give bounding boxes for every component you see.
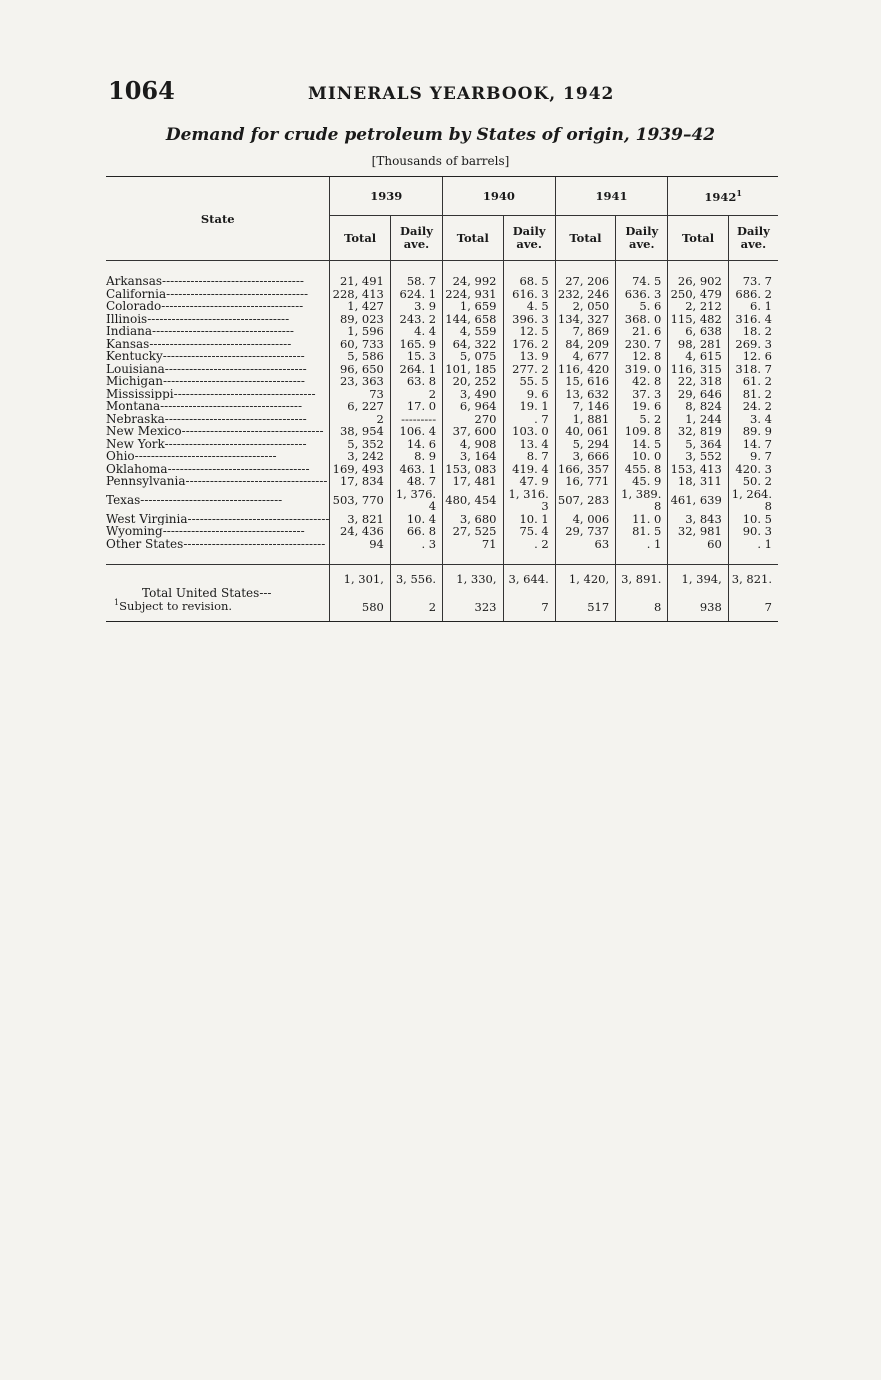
total-cell: 503, 770 (330, 488, 390, 513)
daily-average-cell: 10. 1 (503, 513, 555, 526)
daily-average-cell: 176. 2 (503, 338, 555, 351)
daily-average-cell: . 1 (616, 538, 668, 551)
total-cell: 5, 294 (555, 438, 615, 451)
leader-dots: ----------------------------------- (173, 387, 316, 400)
total-cell: 29, 646 (668, 388, 728, 401)
total-cell: 166, 357 (555, 463, 615, 476)
daily-average-cell: 616. 3 (503, 288, 555, 301)
state-name (106, 275, 330, 288)
year-header-1940: 1940 (443, 177, 556, 216)
daily-average-cell: 455. 8 (616, 463, 668, 476)
state-label: Montana (106, 400, 161, 413)
state-label: New Mexico (106, 425, 182, 438)
daily-average-cell: 3, 891. 8 (616, 565, 668, 622)
total-cell: 4, 908 (443, 438, 503, 451)
state-name (106, 400, 330, 413)
daily-average-cell: 21. 6 (616, 325, 668, 338)
total-cell: 3, 490 (443, 388, 503, 401)
petroleum-demand-table (106, 176, 778, 622)
total-cell: 1, 301, 580 (330, 565, 390, 622)
total-cell: 2, 212 (668, 300, 728, 313)
state-name (106, 350, 330, 363)
year-footnote-mark: 1 (736, 188, 742, 199)
daily-average-cell: 42. 8 (616, 375, 668, 388)
leader-dots: ----------------------------------- (140, 492, 283, 507)
state-name (106, 488, 330, 513)
daily-average-cell: 12. 8 (616, 350, 668, 363)
daily-average-cell: 316. 4 (728, 313, 778, 326)
year-header-1942: 1942$^1$ (668, 177, 778, 216)
state-label: Arkansas (106, 275, 163, 288)
footnote (114, 598, 232, 613)
state-name (106, 388, 330, 401)
total-cell: 1, 394, 938 (668, 565, 728, 622)
total-cell: 27, 206 (555, 275, 615, 288)
daily-average-cell: 63. 8 (390, 375, 442, 388)
state-label: New York (106, 437, 165, 450)
daily-average-cell: 75. 4 (503, 525, 555, 538)
table-row (106, 438, 778, 451)
table-row (106, 400, 778, 413)
table-row (106, 288, 778, 301)
daily-average-cell: 319. 0 (616, 363, 668, 376)
daily-average-cell: 61. 2 (728, 375, 778, 388)
total-cell: 23, 363 (330, 375, 390, 388)
state-label: Wyoming (106, 525, 163, 538)
total-cell: 98, 281 (668, 338, 728, 351)
daily-average-cell: 48. 7 (390, 475, 442, 488)
daily-average-cell: 14. 6 (390, 438, 442, 451)
total-cell: 250, 479 (668, 288, 728, 301)
leader-dots: ----------------------------------- (183, 537, 326, 550)
leader-dots: ----------------------------------- (166, 287, 309, 300)
daily-average-cell: 14. 7 (728, 438, 778, 451)
total-cell: 16, 771 (555, 475, 615, 488)
daily-average-cell: 12. 5 (503, 325, 555, 338)
state-label: Kansas (106, 337, 150, 350)
leader-dots: ----------------------------------- (185, 475, 328, 488)
daily-average-cell: 636. 3 (616, 288, 668, 301)
total-cell: 5, 364 (668, 438, 728, 451)
daily-average-cell: 45. 9 (616, 475, 668, 488)
total-cell: 18, 311 (668, 475, 728, 488)
state-label: Michigan (106, 375, 163, 388)
daily-average-cell: 74. 5 (616, 275, 668, 288)
state-name (106, 438, 330, 451)
total-cell: 21, 491 (330, 275, 390, 288)
total-cell: 3, 843 (668, 513, 728, 526)
total-cell: 6, 638 (668, 325, 728, 338)
table-row (106, 450, 778, 463)
daily-average-cell: 13. 9 (503, 350, 555, 363)
leader-dots: ----------------------------------- (152, 325, 294, 338)
daily-average-cell: 1, 264. 8 (728, 488, 778, 513)
total-cell: 6, 964 (443, 400, 503, 413)
daily-average-cell: 10. 0 (616, 450, 668, 463)
total-cell: 37, 600 (443, 425, 503, 438)
daily-average-column-header (616, 216, 668, 261)
state-label: Other States (106, 537, 184, 550)
table-row (106, 300, 778, 313)
total-cell: 17, 481 (443, 475, 503, 488)
year-header-1939: 1939 (330, 177, 443, 216)
total-cell: 96, 650 (330, 363, 390, 376)
daily-average-cell: 1, 376. 4 (390, 488, 442, 513)
daily-average-cell: 3. 9 (390, 300, 442, 313)
total-cell: 32, 981 (668, 525, 728, 538)
total-cell: 2 (330, 413, 390, 426)
total-cell: 4, 006 (555, 513, 615, 526)
state-label: Indiana (106, 325, 153, 338)
total-cell: 73 (330, 388, 390, 401)
state-name (106, 363, 330, 376)
total-cell: 8, 824 (668, 400, 728, 413)
table-row (106, 338, 778, 351)
daily-average-cell: 9. 6 (503, 388, 555, 401)
total-cell: 71 (443, 538, 503, 551)
table-row (106, 425, 778, 438)
daily-average-cell: 686. 2 (728, 288, 778, 301)
daily-average-cell: 368. 0 (616, 313, 668, 326)
daily-average-cell: 106. 4 (390, 425, 442, 438)
daily-average-cell: 3. 4 (728, 413, 778, 426)
total-cell: 26, 902 (668, 275, 728, 288)
daily-average-cell: 55. 5 (503, 375, 555, 388)
daily-average-cell: 68. 5 (503, 275, 555, 288)
daily-label-line2: ave. (629, 237, 655, 251)
total-row (106, 565, 778, 622)
total-cell: 480, 454 (443, 488, 503, 513)
total-cell: 29, 737 (555, 525, 615, 538)
leader-dots: ----------------------------------- (149, 337, 292, 350)
total-cell: 101, 185 (443, 363, 503, 376)
daily-average-cell: 90. 3 (728, 525, 778, 538)
daily-average-cell: 269. 3 (728, 338, 778, 351)
total-cell: 3, 552 (668, 450, 728, 463)
total-cell: 32, 819 (668, 425, 728, 438)
total-cell: 1, 596 (330, 325, 390, 338)
daily-average-cell: 47. 9 (503, 475, 555, 488)
daily-average-cell: 13. 4 (503, 438, 555, 451)
state-label: Nebraska (106, 412, 165, 425)
state-label: Kentucky (106, 350, 163, 363)
daily-average-cell: 4. 5 (503, 300, 555, 313)
daily-average-cell: 81. 2 (728, 388, 778, 401)
total-cell: 20, 252 (443, 375, 503, 388)
total-cell: 7, 146 (555, 400, 615, 413)
state-name (106, 375, 330, 388)
leader-dots: ----------------------------------- (164, 437, 307, 450)
daily-average-cell: 10. 5 (728, 513, 778, 526)
daily-average-cell: 4. 4 (390, 325, 442, 338)
total-cell: 24, 992 (443, 275, 503, 288)
total-cell: 115, 482 (668, 313, 728, 326)
daily-average-cell: 14. 5 (616, 438, 668, 451)
daily-average-column-header (503, 216, 555, 261)
state-name (106, 413, 330, 426)
daily-average-cell: 8. 7 (503, 450, 555, 463)
total-cell: 40, 061 (555, 425, 615, 438)
leader-dots: ----------------------------------- (162, 525, 305, 538)
leader-dots: ----------------------------------- (164, 362, 307, 375)
total-cell: 1, 420, 517 (555, 565, 615, 622)
daily-average-cell: 58. 7 (390, 275, 442, 288)
total-column-header: Total (330, 216, 390, 261)
total-cell: 169, 493 (330, 463, 390, 476)
total-column-header: Total (443, 216, 503, 261)
total-cell: 2, 050 (555, 300, 615, 313)
daily-average-cell: 396. 3 (503, 313, 555, 326)
state-label: Colorado (106, 300, 162, 313)
daily-label-line2: ave. (403, 237, 430, 251)
total-label (106, 565, 330, 622)
total-column-header: Total (668, 216, 728, 261)
state-name (106, 325, 330, 338)
table-row (106, 325, 778, 338)
daily-average-cell: 1, 389. 8 (616, 488, 668, 513)
data-table-container (106, 176, 778, 622)
leader-dots: ----------------------------------- (162, 350, 305, 363)
daily-average-cell: 8. 9 (390, 450, 442, 463)
daily-label-line2: ave. (740, 237, 767, 251)
state-label: Texas (106, 492, 141, 507)
daily-average-cell: 230. 7 (616, 338, 668, 351)
total-cell: 228, 413 (330, 288, 390, 301)
state-name (106, 338, 330, 351)
daily-average-cell: 18. 2 (728, 325, 778, 338)
leader-dots: ----------------------------------- (134, 450, 277, 463)
total-cell: 22, 318 (668, 375, 728, 388)
state-label: West Virginia (106, 512, 188, 525)
daily-average-cell: 5. 2 (616, 413, 668, 426)
total-cell: 144, 658 (443, 313, 503, 326)
leader-dots: ----------------------------------- (147, 312, 290, 325)
table-row (106, 538, 778, 551)
footnote-text: Subject to revision. (119, 598, 233, 613)
total-cell: 3, 666 (555, 450, 615, 463)
total-cell: 60 (668, 538, 728, 551)
leader-dots: ----------------------------------- (164, 412, 307, 425)
state-label: Total United States (142, 586, 260, 600)
daily-average-cell: 89. 9 (728, 425, 778, 438)
total-cell: 1, 427 (330, 300, 390, 313)
total-cell: 3, 821 (330, 513, 390, 526)
total-cell: 5, 586 (330, 350, 390, 363)
state-name (106, 288, 330, 301)
leader-dots: --- (259, 586, 272, 600)
daily-average-cell: 6. 1 (728, 300, 778, 313)
daily-average-cell: 264. 1 (390, 363, 442, 376)
leader-dots: ----------------------------------- (161, 300, 304, 313)
state-name (106, 450, 330, 463)
daily-average-cell: 66. 8 (390, 525, 442, 538)
daily-average-cell: . 7 (503, 413, 555, 426)
daily-average-column-header (390, 216, 442, 261)
total-cell: 153, 413 (668, 463, 728, 476)
daily-average-cell: 165. 9 (390, 338, 442, 351)
daily-average-cell: 419. 4 (503, 463, 555, 476)
total-cell: 270 (443, 413, 503, 426)
leader-dots: ----------------------------------- (187, 512, 330, 525)
total-cell: 116, 420 (555, 363, 615, 376)
daily-label-line1: Daily (625, 224, 659, 238)
daily-average-cell: 277. 2 (503, 363, 555, 376)
daily-average-cell: --------- (390, 413, 442, 426)
total-cell: 38, 954 (330, 425, 390, 438)
total-cell: 7, 869 (555, 325, 615, 338)
daily-average-cell: 3, 644. 7 (503, 565, 555, 622)
total-cell: 507, 283 (555, 488, 615, 513)
total-cell: 3, 164 (443, 450, 503, 463)
daily-label-line1: Daily (736, 224, 770, 238)
total-cell: 5, 075 (443, 350, 503, 363)
daily-average-column-header (728, 216, 778, 261)
daily-average-cell: 463. 1 (390, 463, 442, 476)
total-cell: 27, 525 (443, 525, 503, 538)
state-name (106, 300, 330, 313)
daily-average-cell: 1, 316. 3 (503, 488, 555, 513)
state-name (106, 513, 330, 526)
year-header-1941: 1941 (555, 177, 668, 216)
state-name (106, 475, 330, 488)
daily-average-cell: 3, 821. 7 (728, 565, 778, 622)
leader-dots: ----------------------------------- (181, 425, 324, 438)
total-cell: 3, 680 (443, 513, 503, 526)
table-row (106, 375, 778, 388)
total-cell: 116, 315 (668, 363, 728, 376)
daily-average-cell: 81. 5 (616, 525, 668, 538)
table-row (106, 388, 778, 401)
state-name (106, 525, 330, 538)
daily-average-cell: 24. 2 (728, 400, 778, 413)
leader-dots: ----------------------------------- (160, 400, 303, 413)
daily-average-cell: 17. 0 (390, 400, 442, 413)
total-cell: 13, 632 (555, 388, 615, 401)
total-cell: 1, 244 (668, 413, 728, 426)
daily-average-cell: 12. 6 (728, 350, 778, 363)
table-row (106, 350, 778, 363)
table-subtitle: [Thousands of barrels] (371, 154, 510, 168)
daily-average-cell: 624. 1 (390, 288, 442, 301)
daily-average-cell: 103. 0 (503, 425, 555, 438)
daily-average-cell: 19. 1 (503, 400, 555, 413)
total-cell: 17, 834 (330, 475, 390, 488)
table-row (106, 313, 778, 326)
state-column-header: State (106, 177, 330, 261)
daily-average-cell: . 3 (390, 538, 442, 551)
total-cell: 4, 615 (668, 350, 728, 363)
daily-average-cell: 318. 7 (728, 363, 778, 376)
leader-dots: ----------------------------------- (162, 375, 305, 388)
daily-average-cell: 73. 7 (728, 275, 778, 288)
total-column-header: Total (555, 216, 615, 261)
daily-average-cell: 37. 3 (616, 388, 668, 401)
table-row (106, 525, 778, 538)
total-cell: 5, 352 (330, 438, 390, 451)
total-cell: 24, 436 (330, 525, 390, 538)
leader-dots: ----------------------------------- (167, 462, 310, 475)
daily-average-cell: 10. 4 (390, 513, 442, 526)
daily-average-cell: 2 (390, 388, 442, 401)
total-cell: 134, 327 (555, 313, 615, 326)
daily-average-cell: 9. 7 (728, 450, 778, 463)
daily-average-cell: 11. 0 (616, 513, 668, 526)
total-cell: 224, 931 (443, 288, 503, 301)
state-name (106, 463, 330, 476)
state-label: Ohio (106, 450, 135, 463)
total-cell: 15, 616 (555, 375, 615, 388)
state-name (106, 538, 330, 551)
state-label: Pennsylvania (106, 475, 186, 488)
state-name (106, 425, 330, 438)
leader-dots: ----------------------------------- (162, 275, 304, 288)
table-row (106, 475, 778, 488)
table-row (106, 488, 778, 513)
footnote-mark: 1 (114, 598, 120, 607)
daily-average-cell: 50. 2 (728, 475, 778, 488)
total-cell: 1, 659 (443, 300, 503, 313)
state-label: Illinois (106, 312, 148, 325)
daily-average-cell: 3, 556. 2 (390, 565, 442, 622)
daily-average-cell: 5. 6 (616, 300, 668, 313)
daily-label-line1: Daily (400, 224, 433, 238)
table-title: Demand for crude petroleum by States of origin, 1939–42 (165, 125, 716, 145)
total-cell: 89, 023 (330, 313, 390, 326)
total-cell: 3, 242 (330, 450, 390, 463)
total-cell: 1, 881 (555, 413, 615, 426)
total-cell: 1, 330, 323 (443, 565, 503, 622)
total-cell: 6, 227 (330, 400, 390, 413)
state-label: Louisiana (106, 362, 165, 375)
daily-average-cell: 15. 3 (390, 350, 442, 363)
daily-average-cell: . 1 (728, 538, 778, 551)
total-cell: 461, 639 (668, 488, 728, 513)
state-label: California (106, 287, 167, 300)
daily-label-line1: Daily (512, 224, 546, 238)
page-number: 1064 (108, 76, 175, 105)
state-label: Oklahoma (106, 462, 168, 475)
total-cell: 64, 322 (443, 338, 503, 351)
total-cell: 84, 209 (555, 338, 615, 351)
daily-average-cell: 420. 3 (728, 463, 778, 476)
total-cell: 60, 733 (330, 338, 390, 351)
total-cell: 232, 246 (555, 288, 615, 301)
daily-average-cell: 19. 6 (616, 400, 668, 413)
daily-average-cell: 243. 2 (390, 313, 442, 326)
total-cell: 4, 559 (443, 325, 503, 338)
table-row (106, 275, 778, 288)
state-name (106, 313, 330, 326)
total-cell: 63 (555, 538, 615, 551)
daily-average-cell: 109. 8 (616, 425, 668, 438)
running-head: MINERALS YEARBOOK, 1942 (308, 84, 615, 104)
total-cell: 153, 083 (443, 463, 503, 476)
total-cell: 94 (330, 538, 390, 551)
daily-average-cell: . 2 (503, 538, 555, 551)
daily-label-line2: ave. (516, 237, 542, 251)
state-label: Mississippi (106, 387, 174, 400)
total-cell: 4, 677 (555, 350, 615, 363)
